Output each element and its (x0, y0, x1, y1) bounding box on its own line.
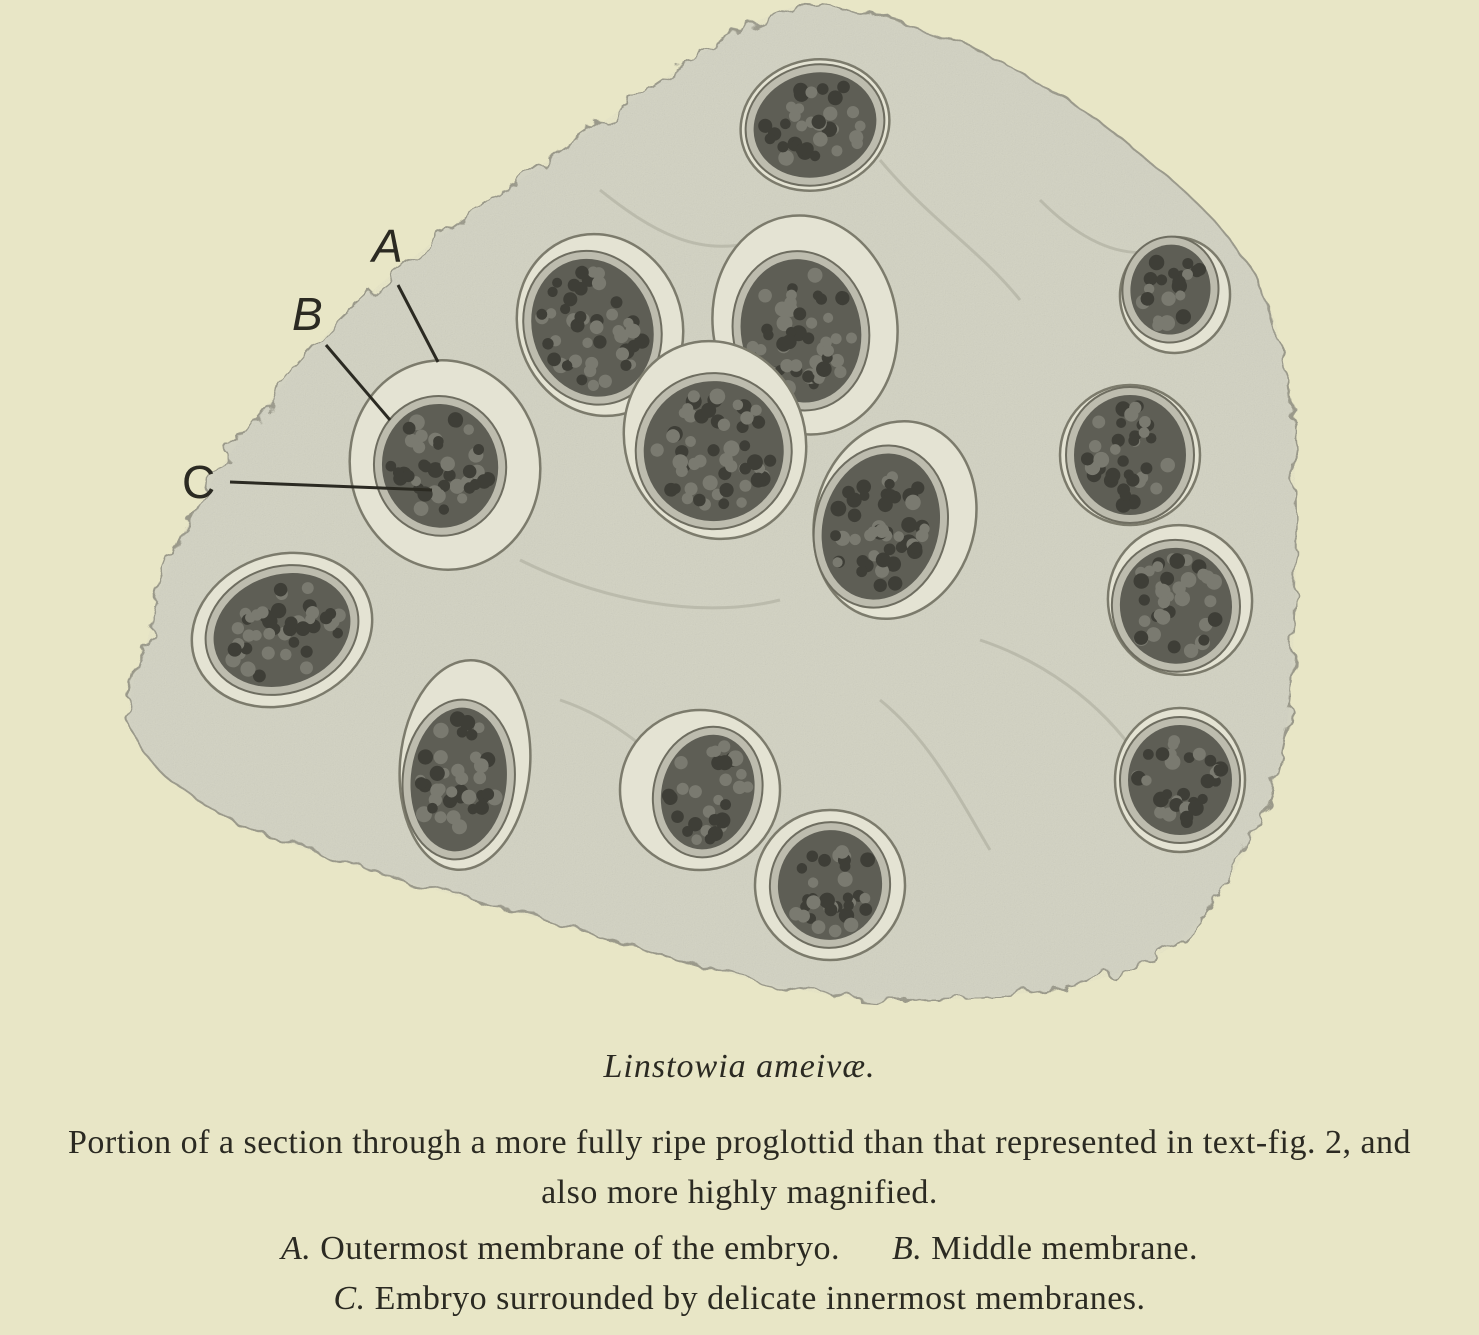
figure-caption-description: Portion of a section through a more fully ripe proglottid than that represented in text-fig. 2, and also more highly magnified. (67, 1124, 1412, 1211)
nucleus (1116, 418, 1126, 428)
nucleus (1105, 468, 1120, 483)
legend-text-a: Outermost membrane of the embryo. (320, 1230, 841, 1267)
legend-key-a: A. (280, 1230, 312, 1267)
embryo-group (1115, 708, 1245, 852)
nucleus (1117, 483, 1130, 496)
nucleus (1089, 440, 1101, 452)
legend-key-b: B. (892, 1230, 923, 1267)
nucleus (1093, 452, 1109, 468)
nucleus (1214, 764, 1225, 775)
nucleus (1168, 735, 1180, 747)
nucleus (1150, 483, 1162, 495)
nucleus (1205, 755, 1217, 767)
nucleus (1141, 775, 1151, 785)
legend-line-ab (0, 1230, 1479, 1268)
embryo-group (1060, 385, 1200, 525)
legend-line-c (0, 1280, 1479, 1318)
legend-key-c: C. (333, 1280, 366, 1317)
legend-text-c: Embryo surrounded by delicate innermost membranes. (374, 1280, 1146, 1317)
nucleus (1160, 458, 1175, 473)
nucleus (1139, 427, 1150, 438)
nucleus (1081, 452, 1094, 465)
legend-text-b: Middle membrane. (931, 1230, 1198, 1267)
nucleus (1156, 747, 1170, 761)
nucleus (1126, 473, 1139, 486)
nucleus (1193, 748, 1206, 761)
nucleus (1129, 430, 1140, 441)
nucleus (1143, 749, 1154, 760)
nucleus (1110, 444, 1121, 455)
label-c: C (182, 456, 216, 508)
nucleus (1092, 416, 1105, 429)
label-b: B (292, 288, 323, 340)
nucleus (1201, 774, 1215, 788)
nucleus (1162, 789, 1172, 799)
figure-caption-title: Linstowia ameivæ. (603, 1048, 876, 1085)
label-a: A (372, 220, 403, 272)
nucleus (1139, 416, 1151, 428)
nucleus (1141, 462, 1153, 474)
nucleus (1117, 455, 1128, 466)
nucleus (1188, 800, 1204, 816)
nucleus (1129, 402, 1141, 414)
